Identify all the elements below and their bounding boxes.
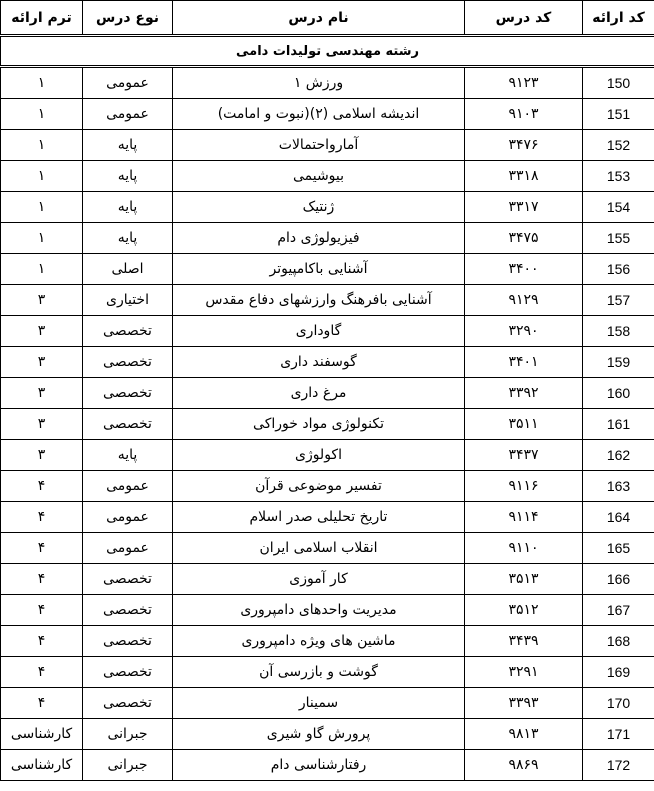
cell-name: بیوشیمی xyxy=(173,161,465,192)
cell-term: ۳ xyxy=(1,347,83,378)
section-title: رشته مهندسی تولیدات دامی xyxy=(1,36,654,67)
cell-name: آشنایی بافرهنگ وارزشهای دفاع مقدس xyxy=(173,285,465,316)
cell-code: ۳۵۱۲ xyxy=(465,595,583,626)
cell-ara: 171 xyxy=(583,719,654,750)
cell-code: ۹۱۱۴ xyxy=(465,502,583,533)
table-row xyxy=(1,564,654,595)
cell-term: ۴ xyxy=(1,471,83,502)
cell-ara: 165 xyxy=(583,533,654,564)
cell-term: ۳ xyxy=(1,378,83,409)
header-ara: کد ارائه xyxy=(583,1,654,36)
header-type: نوع درس xyxy=(83,1,173,36)
table-row xyxy=(1,409,654,440)
table-row xyxy=(1,192,654,223)
table-row xyxy=(1,688,654,719)
cell-name: تفسیر موضوعی قرآن xyxy=(173,471,465,502)
cell-code: ۳۳۱۷ xyxy=(465,192,583,223)
cell-code: ۹۱۲۳ xyxy=(465,67,583,99)
cell-name: گوشت و بازرسی آن xyxy=(173,657,465,688)
cell-name: گاوداری xyxy=(173,316,465,347)
cell-type: اصلی xyxy=(83,254,173,285)
cell-ara: 160 xyxy=(583,378,654,409)
table-row xyxy=(1,595,654,626)
cell-type: عمومی xyxy=(83,502,173,533)
cell-ara: 158 xyxy=(583,316,654,347)
header-row xyxy=(1,1,654,36)
table-row xyxy=(1,378,654,409)
table-row xyxy=(1,502,654,533)
cell-ara: 155 xyxy=(583,223,654,254)
cell-term: کارشناسی xyxy=(1,719,83,750)
cell-type: جبرانی xyxy=(83,750,173,781)
cell-code: ۳۳۹۳ xyxy=(465,688,583,719)
cell-type: تخصصی xyxy=(83,595,173,626)
cell-name: سمینار xyxy=(173,688,465,719)
cell-ara: 169 xyxy=(583,657,654,688)
cell-ara: 156 xyxy=(583,254,654,285)
cell-code: ۳۴۰۱ xyxy=(465,347,583,378)
cell-name: اندیشه اسلامی (۲)(نبوت و امامت) xyxy=(173,99,465,130)
cell-term: ۳ xyxy=(1,285,83,316)
cell-type: پایه xyxy=(83,161,173,192)
cell-name: رفتارشناسی دام xyxy=(173,750,465,781)
table-row xyxy=(1,285,654,316)
cell-name: کار آموزی xyxy=(173,564,465,595)
cell-name: تاریخ تحلیلی صدر اسلام xyxy=(173,502,465,533)
cell-type: عمومی xyxy=(83,67,173,99)
cell-code: ۳۳۱۸ xyxy=(465,161,583,192)
cell-ara: 153 xyxy=(583,161,654,192)
cell-ara: 172 xyxy=(583,750,654,781)
cell-type: پایه xyxy=(83,130,173,161)
cell-ara: 167 xyxy=(583,595,654,626)
table-row xyxy=(1,254,654,285)
cell-term: ۱ xyxy=(1,130,83,161)
header-term: ترم ارائه xyxy=(1,1,83,36)
cell-name: ژنتیک xyxy=(173,192,465,223)
table-row xyxy=(1,657,654,688)
cell-term: ۱ xyxy=(1,67,83,99)
cell-ara: 163 xyxy=(583,471,654,502)
cell-type: تخصصی xyxy=(83,564,173,595)
cell-term: ۱ xyxy=(1,254,83,285)
cell-type: عمومی xyxy=(83,533,173,564)
cell-name: آشنایی باکامپیوتر xyxy=(173,254,465,285)
cell-name: انقلاب اسلامی ایران xyxy=(173,533,465,564)
cell-code: ۹۱۲۹ xyxy=(465,285,583,316)
cell-type: تخصصی xyxy=(83,378,173,409)
cell-type: تخصصی xyxy=(83,626,173,657)
cell-code: ۹۱۰۳ xyxy=(465,99,583,130)
header-name: نام درس xyxy=(173,1,465,36)
cell-name: گوسفند داری xyxy=(173,347,465,378)
table-row xyxy=(1,347,654,378)
cell-name: اکولوژی xyxy=(173,440,465,471)
cell-ara: 170 xyxy=(583,688,654,719)
cell-type: پایه xyxy=(83,440,173,471)
cell-term: ۳ xyxy=(1,440,83,471)
cell-name: ورزش ۱ xyxy=(173,67,465,99)
cell-type: تخصصی xyxy=(83,347,173,378)
table-row xyxy=(1,161,654,192)
header-code: کد درس xyxy=(465,1,583,36)
cell-type: عمومی xyxy=(83,471,173,502)
cell-ara: 150 xyxy=(583,67,654,99)
cell-ara: 162 xyxy=(583,440,654,471)
cell-term: ۴ xyxy=(1,595,83,626)
cell-type: تخصصی xyxy=(83,409,173,440)
cell-code: ۳۴۳۷ xyxy=(465,440,583,471)
cell-code: ۹۱۱۰ xyxy=(465,533,583,564)
table-row xyxy=(1,130,654,161)
cell-type: تخصصی xyxy=(83,316,173,347)
cell-term: ۱ xyxy=(1,223,83,254)
cell-code: ۹۱۱۶ xyxy=(465,471,583,502)
cell-term: ۴ xyxy=(1,626,83,657)
cell-term: کارشناسی xyxy=(1,750,83,781)
table-row xyxy=(1,316,654,347)
cell-ara: 151 xyxy=(583,99,654,130)
table-row xyxy=(1,223,654,254)
cell-name: پرورش گاو شیری xyxy=(173,719,465,750)
cell-code: ۳۵۱۳ xyxy=(465,564,583,595)
table-row xyxy=(1,750,654,781)
cell-ara: 159 xyxy=(583,347,654,378)
cell-name: ماشین های ویژه دامپروری xyxy=(173,626,465,657)
cell-term: ۴ xyxy=(1,688,83,719)
cell-term: ۳ xyxy=(1,316,83,347)
table-row xyxy=(1,533,654,564)
cell-code: ۹۸۱۳ xyxy=(465,719,583,750)
cell-name: فیزیولوژی دام xyxy=(173,223,465,254)
cell-name: مدیریت واحدهای دامپروری xyxy=(173,595,465,626)
cell-term: ۴ xyxy=(1,502,83,533)
cell-type: تخصصی xyxy=(83,657,173,688)
cell-code: ۳۴۷۶ xyxy=(465,130,583,161)
cell-name: تکنولوژی مواد خوراکی xyxy=(173,409,465,440)
cell-term: ۴ xyxy=(1,533,83,564)
table-row xyxy=(1,67,654,99)
table-row xyxy=(1,626,654,657)
table-row xyxy=(1,440,654,471)
cell-type: جبرانی xyxy=(83,719,173,750)
section-row xyxy=(1,36,654,67)
cell-ara: 154 xyxy=(583,192,654,223)
cell-code: ۳۳۹۲ xyxy=(465,378,583,409)
cell-type: تخصصی xyxy=(83,688,173,719)
cell-code: ۳۴۳۹ xyxy=(465,626,583,657)
cell-type: پایه xyxy=(83,223,173,254)
cell-code: ۳۴۷۵ xyxy=(465,223,583,254)
cell-code: ۳۲۹۱ xyxy=(465,657,583,688)
cell-term: ۴ xyxy=(1,657,83,688)
cell-ara: 166 xyxy=(583,564,654,595)
cell-term: ۱ xyxy=(1,99,83,130)
cell-type: اختیاری xyxy=(83,285,173,316)
cell-ara: 161 xyxy=(583,409,654,440)
cell-term: ۱ xyxy=(1,161,83,192)
cell-type: پایه xyxy=(83,192,173,223)
cell-ara: 157 xyxy=(583,285,654,316)
cell-type: عمومی xyxy=(83,99,173,130)
cell-code: ۹۸۶۹ xyxy=(465,750,583,781)
cell-term: ۴ xyxy=(1,564,83,595)
cell-code: ۳۵۱۱ xyxy=(465,409,583,440)
cell-code: ۳۲۹۰ xyxy=(465,316,583,347)
cell-code: ۳۴۰۰ xyxy=(465,254,583,285)
table-row xyxy=(1,99,654,130)
cell-ara: 152 xyxy=(583,130,654,161)
table-row xyxy=(1,471,654,502)
table-row xyxy=(1,719,654,750)
cell-term: ۱ xyxy=(1,192,83,223)
cell-name: آمارواحتمالات xyxy=(173,130,465,161)
cell-name: مرغ داری xyxy=(173,378,465,409)
cell-ara: 168 xyxy=(583,626,654,657)
cell-term: ۳ xyxy=(1,409,83,440)
cell-ara: 164 xyxy=(583,502,654,533)
